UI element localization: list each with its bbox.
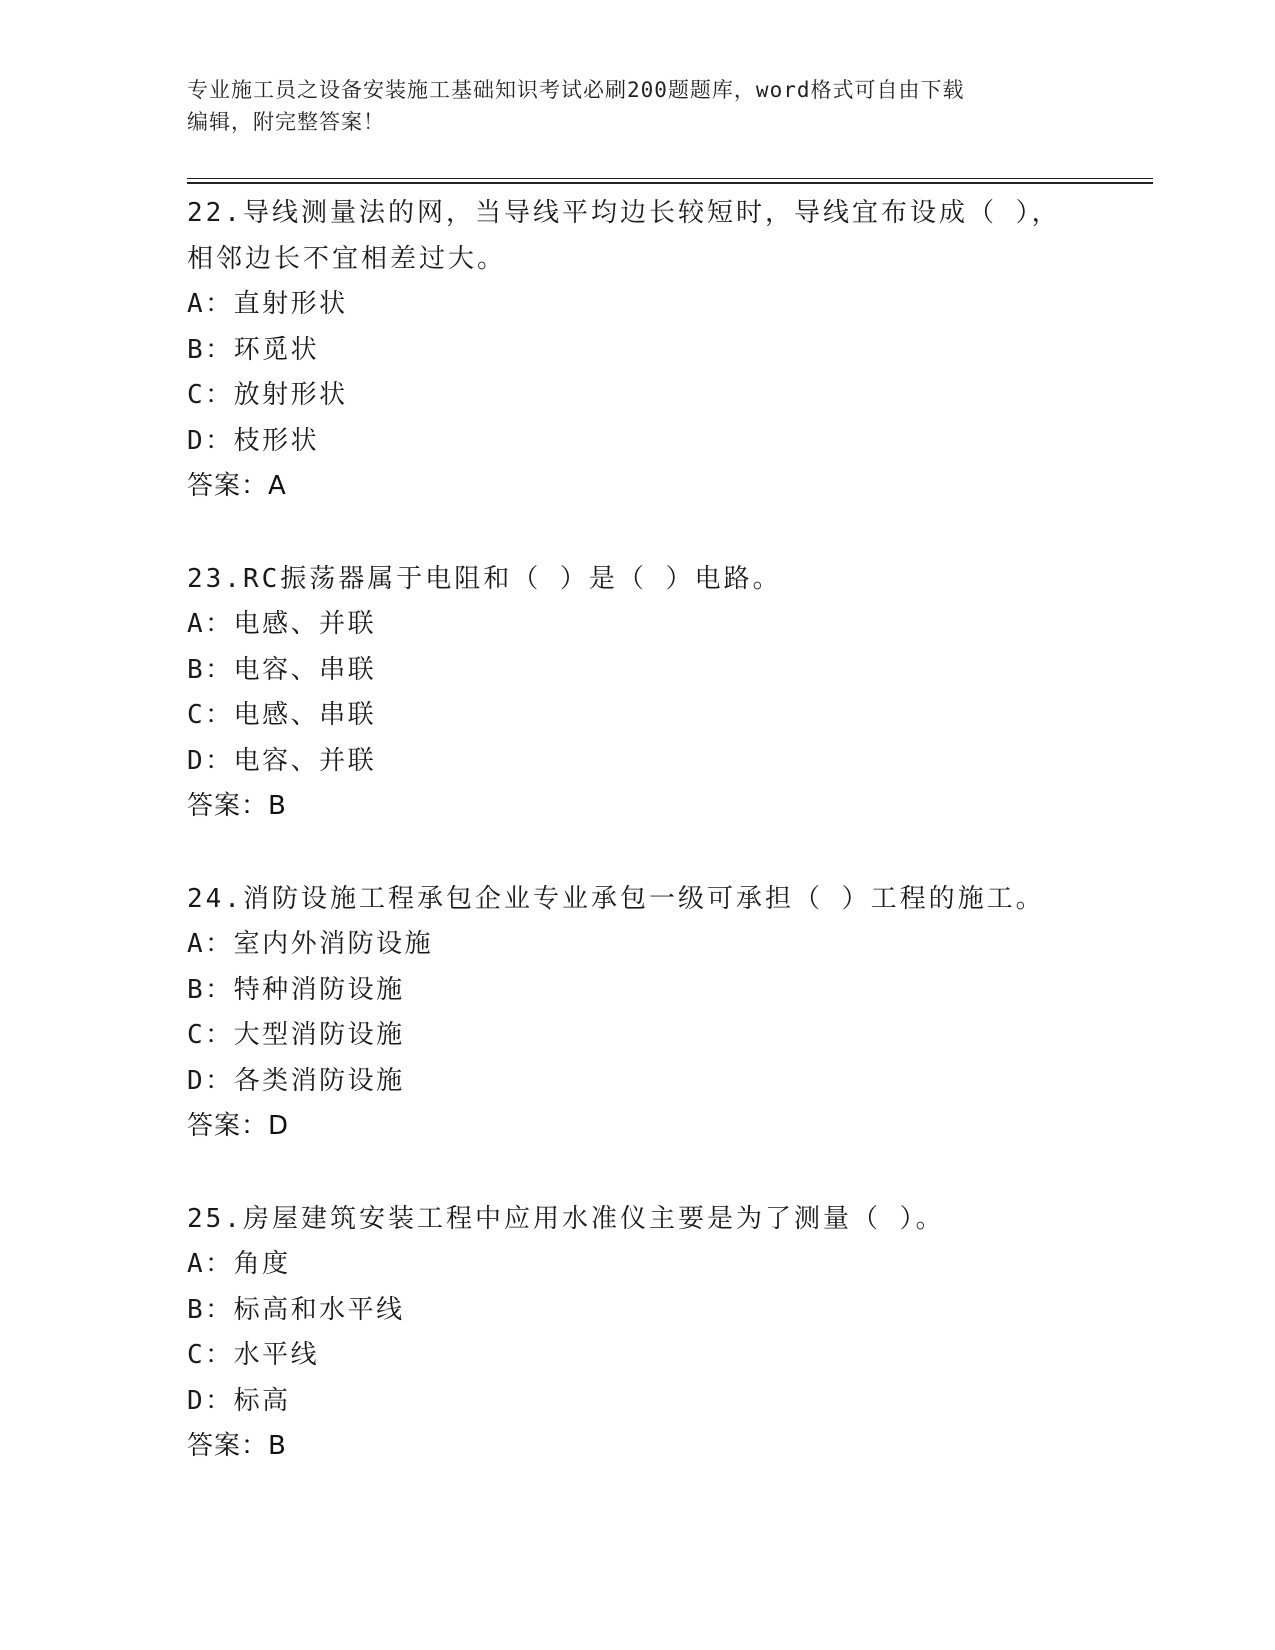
option-a: A：电感、并联 [187, 609, 377, 639]
option-c: C：电感、串联 [187, 700, 377, 730]
option-c: C：大型消防设施 [187, 1020, 405, 1050]
question-spacer [187, 830, 1087, 877]
question-stem-line: 24.消防设施工程承包企业专业承包一级可承担（ ）工程的施工。 [187, 883, 1045, 914]
answer-line: 答案：D [187, 1111, 290, 1141]
option-d: D：电容、并联 [187, 745, 377, 776]
question-23 [187, 557, 1087, 830]
option-b: B：标高和水平线 [187, 1294, 405, 1325]
document-header [187, 74, 1067, 138]
option-d: D：标高 [187, 1385, 291, 1416]
option-c: C：水平线 [187, 1340, 320, 1370]
option-a: A：直射形状 [187, 289, 348, 319]
option-d: D：枝形状 [187, 425, 320, 456]
question-22 [187, 191, 1087, 510]
question-stem-line: 相邻边长不宜相差过大。 [187, 243, 507, 274]
question-24 [187, 877, 1087, 1150]
answer-line: 答案：B [187, 1431, 287, 1461]
header-line-1: 专业施工员之设备安装施工基础知识考试必刷200题题库，word格式可自由下载 [187, 78, 965, 102]
question-list [187, 191, 1087, 1470]
question-spacer [187, 1150, 1087, 1197]
question-stem-line: 25.房屋建筑安装工程中应用水准仪主要是为了测量（ ）。 [187, 1203, 945, 1234]
question-stem-line: 23.RC振荡器属于电阻和（ ）是（ ）电路。 [187, 563, 782, 594]
answer-line: 答案：B [187, 791, 287, 821]
header-divider-thick [187, 182, 1153, 184]
question-25 [187, 1197, 1087, 1470]
header-line-2: 编辑，附完整答案！ [187, 110, 385, 134]
option-a: A：角度 [187, 1249, 291, 1279]
question-stem-line: 22.导线测量法的网，当导线平均边长较短时，导线宜布设成（ ）， [187, 198, 1061, 228]
option-c: C：放射形状 [187, 380, 348, 410]
option-d: D：各类消防设施 [187, 1065, 405, 1096]
option-b: B：环觅状 [187, 334, 320, 365]
answer-line: 答案：A [187, 471, 287, 501]
header-divider-thin [187, 178, 1153, 179]
option-b: B：电容、串联 [187, 654, 377, 685]
option-b: B：特种消防设施 [187, 974, 405, 1005]
option-a: A：室内外消防设施 [187, 929, 434, 959]
question-spacer [187, 510, 1087, 557]
